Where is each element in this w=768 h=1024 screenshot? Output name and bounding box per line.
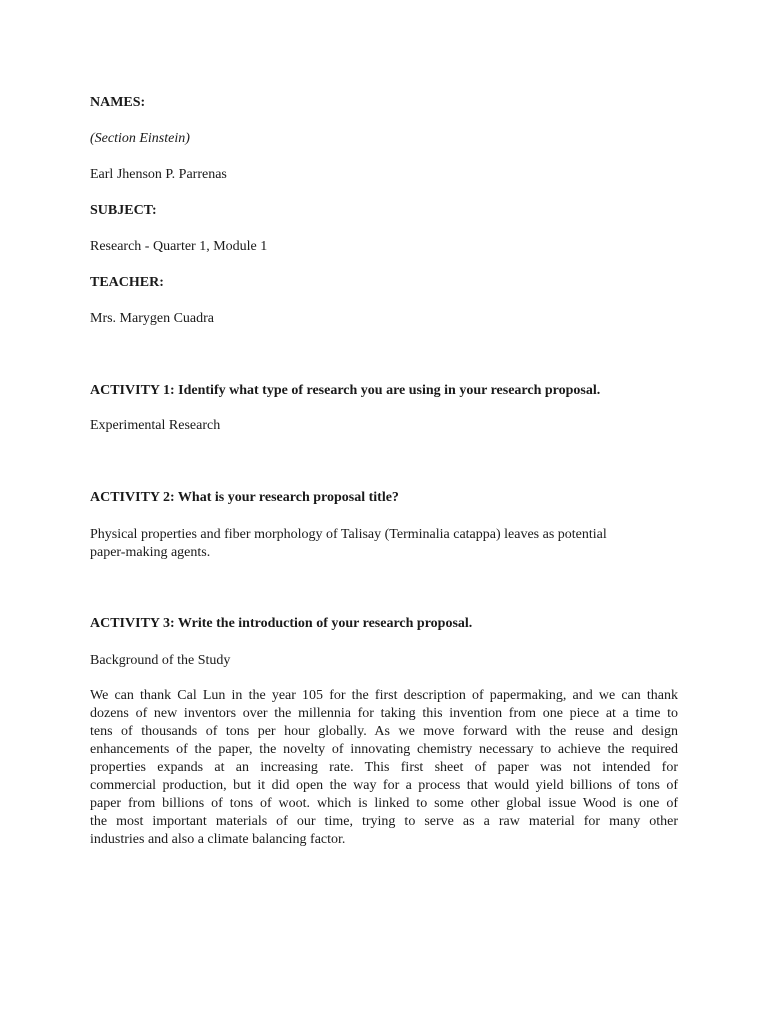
paragraph-line: commercial production, but it did open the way for a process that would yield billions of tons of <box>90 778 678 793</box>
paragraph-line: industries and also a climate balancing factor. <box>90 832 346 847</box>
activity-3-heading: ACTIVITY 3: Write the introduction of your research proposal. <box>90 616 473 631</box>
paragraph-line: paper from billions of tons of woot. which is linked to some other global issue Wood is one of <box>90 796 678 811</box>
paragraph-line: tens of thousands of tons per hour globally. As we move forward with the reuse and design <box>90 724 678 739</box>
paragraph-line: properties expands at an increasing rate. This first sheet of paper was not intended for <box>90 760 678 775</box>
paragraph-line: We can thank Cal Lun in the year 105 for the first description of papermaking, and we can thank <box>90 688 678 703</box>
section-name: (Section Einstein) <box>90 131 190 146</box>
activity-2-answer-line-1: Physical properties and fiber morphology of Talisay (Terminalia catappa) leaves as potential <box>90 527 607 542</box>
subject-label: SUBJECT: <box>90 203 157 218</box>
activity-2-heading: ACTIVITY 2: What is your research proposal title? <box>90 490 399 505</box>
document-page <box>90 0 678 1024</box>
teacher-label: TEACHER: <box>90 275 164 290</box>
subject-value: Research - Quarter 1, Module 1 <box>90 239 268 254</box>
paragraph-line: enhancements of the paper, the novelty of innovating chemistry necessary to achieve the required <box>90 742 678 757</box>
paragraph-line: the most important materials of our time, trying to serve as a raw material for many other <box>90 814 678 829</box>
student-name: Earl Jhenson P. Parrenas <box>90 167 227 182</box>
names-label: NAMES: <box>90 95 146 110</box>
activity-3-subheading: Background of the Study <box>90 653 231 668</box>
activity-2-answer-line-2: paper-making agents. <box>90 545 211 560</box>
teacher-value: Mrs. Marygen Cuadra <box>90 311 215 326</box>
paragraph-line: dozens of new inventors over the millennia for taking this invention from one piece at a time to <box>90 706 678 721</box>
activity-1-heading: ACTIVITY 1: Identify what type of research you are using in your research proposal. <box>90 383 601 398</box>
activity-1-answer: Experimental Research <box>90 418 221 433</box>
background-paragraph <box>90 687 678 849</box>
